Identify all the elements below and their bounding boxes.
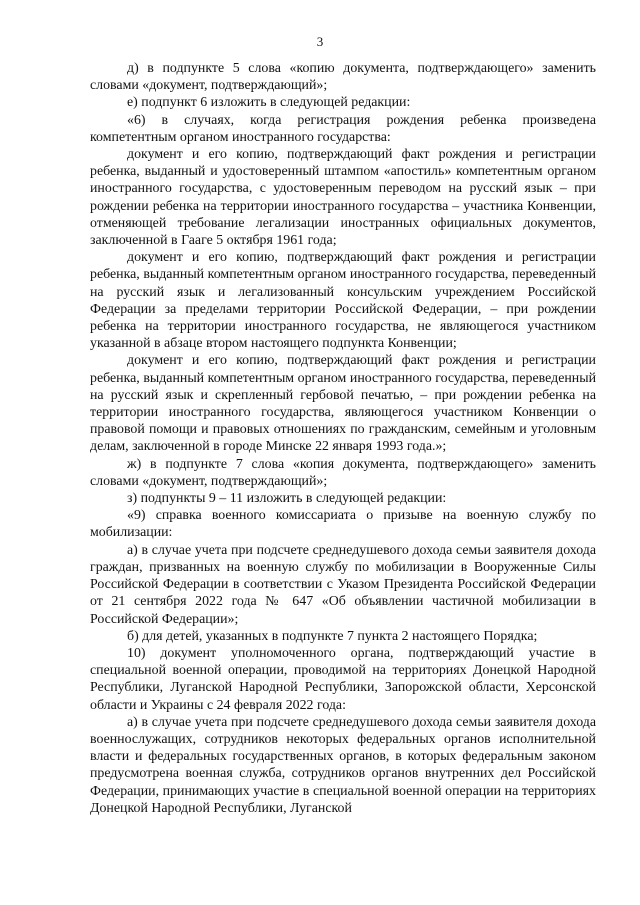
document-body	[90, 60, 596, 817]
page-number: 3	[316, 34, 324, 49]
paragraph-apostille-document: документ и его копию, подтверждающий факт рождения и регистрации ребенка, выданный и удостоверенный штампом «апостиль» компетентным органом иностранного государства, с удостоверенным переводом на русский язык – при рождении ребенка на территории иностранного государства – участника Конвенции, отменяющей требование легализации иностранных официальных документов, заключенной в Гааге 5 октября 1961 года;	[90, 147, 596, 249]
paragraph-e: е) подпункт 6 изложить в следующей редакции:	[127, 95, 411, 111]
paragraph-z: з) подпункты 9 – 11 изложить в следующей редакции:	[127, 491, 447, 507]
paragraph-9-b: б) для детей, указанных в подпункте 7 пункта 2 настоящего Порядка;	[127, 628, 538, 644]
paragraph-9-a: а) в случае учета при подсчете среднедушевого дохода семьи заявителя дохода граждан, призванных на военную службу по мобилизации в Вооруженные Силы Российской Федерации в соответствии с Указом Президента Российской Федерации от 21 сентября 2022 года № 647 «Об объявлении частичной мобилизации в Российской Федерации»;	[90, 542, 596, 627]
paragraph-10-a: а) в случае учета при подсчете среднедушевого дохода семьи заявителя дохода военнослужащих, сотрудников некоторых федеральных органов исполнительной власти и федеральных государственных органов, в которых федеральным законом предусмотрена военная служба, сотрудников органов внутренних дел Российской Федерации, принимающих участие в специальной военной операции на территориях Донецкой Народной Республики, Луганской	[90, 714, 596, 816]
paragraph-d: д) в подпункте 5 слова «копию документа, подтверждающего» заменить словами «документ, подтверждающий»;	[90, 61, 596, 94]
paragraph-zh: ж) в подпункте 7 слова «копия документа, подтверждающего» заменить словами «документ, подтверждающий»;	[90, 456, 596, 489]
paragraph-minsk-convention-document: документ и его копию, подтверждающий факт рождения и регистрации ребенка, выданный компетентным органом иностранного государства, переведенный на русский язык и скрепленный гербовой печатью, – при рождении ребенка на территории иностранного государства, являющегося участником Конвенции о правовой помощи и правовых отношениях по гражданским, семейным и уголовным делам, заключенной в городе Минске 22 января 1993 года.»;	[90, 353, 596, 455]
paragraph-legalized-document: документ и его копию, подтверждающий факт рождения и регистрации ребенка, выданный компетентным органом иностранного государства, переведенный на русский язык и легализованный консульским учреждением Российской Федерации за пределами территории Российской Федерации, – при рождении ребенка на территории иностранного государства, не являющегося участником указанной в абзаце втором настоящего подпункта Конвенции;	[90, 250, 596, 352]
paragraph-subitem-6: «6) в случаях, когда регистрация рождения ребенка произведена компетентным органом иностранного государства:	[90, 112, 596, 145]
paragraph-subitem-9: «9) справка военного комиссариата о призыве на военную службу по мобилизации:	[90, 508, 596, 541]
paragraph-subitem-10: 10) документ уполномоченного органа, подтверждающий участие в специальной военной операции, проводимой на территориях Донецкой Народной Республики, Луганской Народной Республики, Запорожской области, Херсонской области и Украины с 24 февраля 2022 года:	[90, 645, 596, 713]
